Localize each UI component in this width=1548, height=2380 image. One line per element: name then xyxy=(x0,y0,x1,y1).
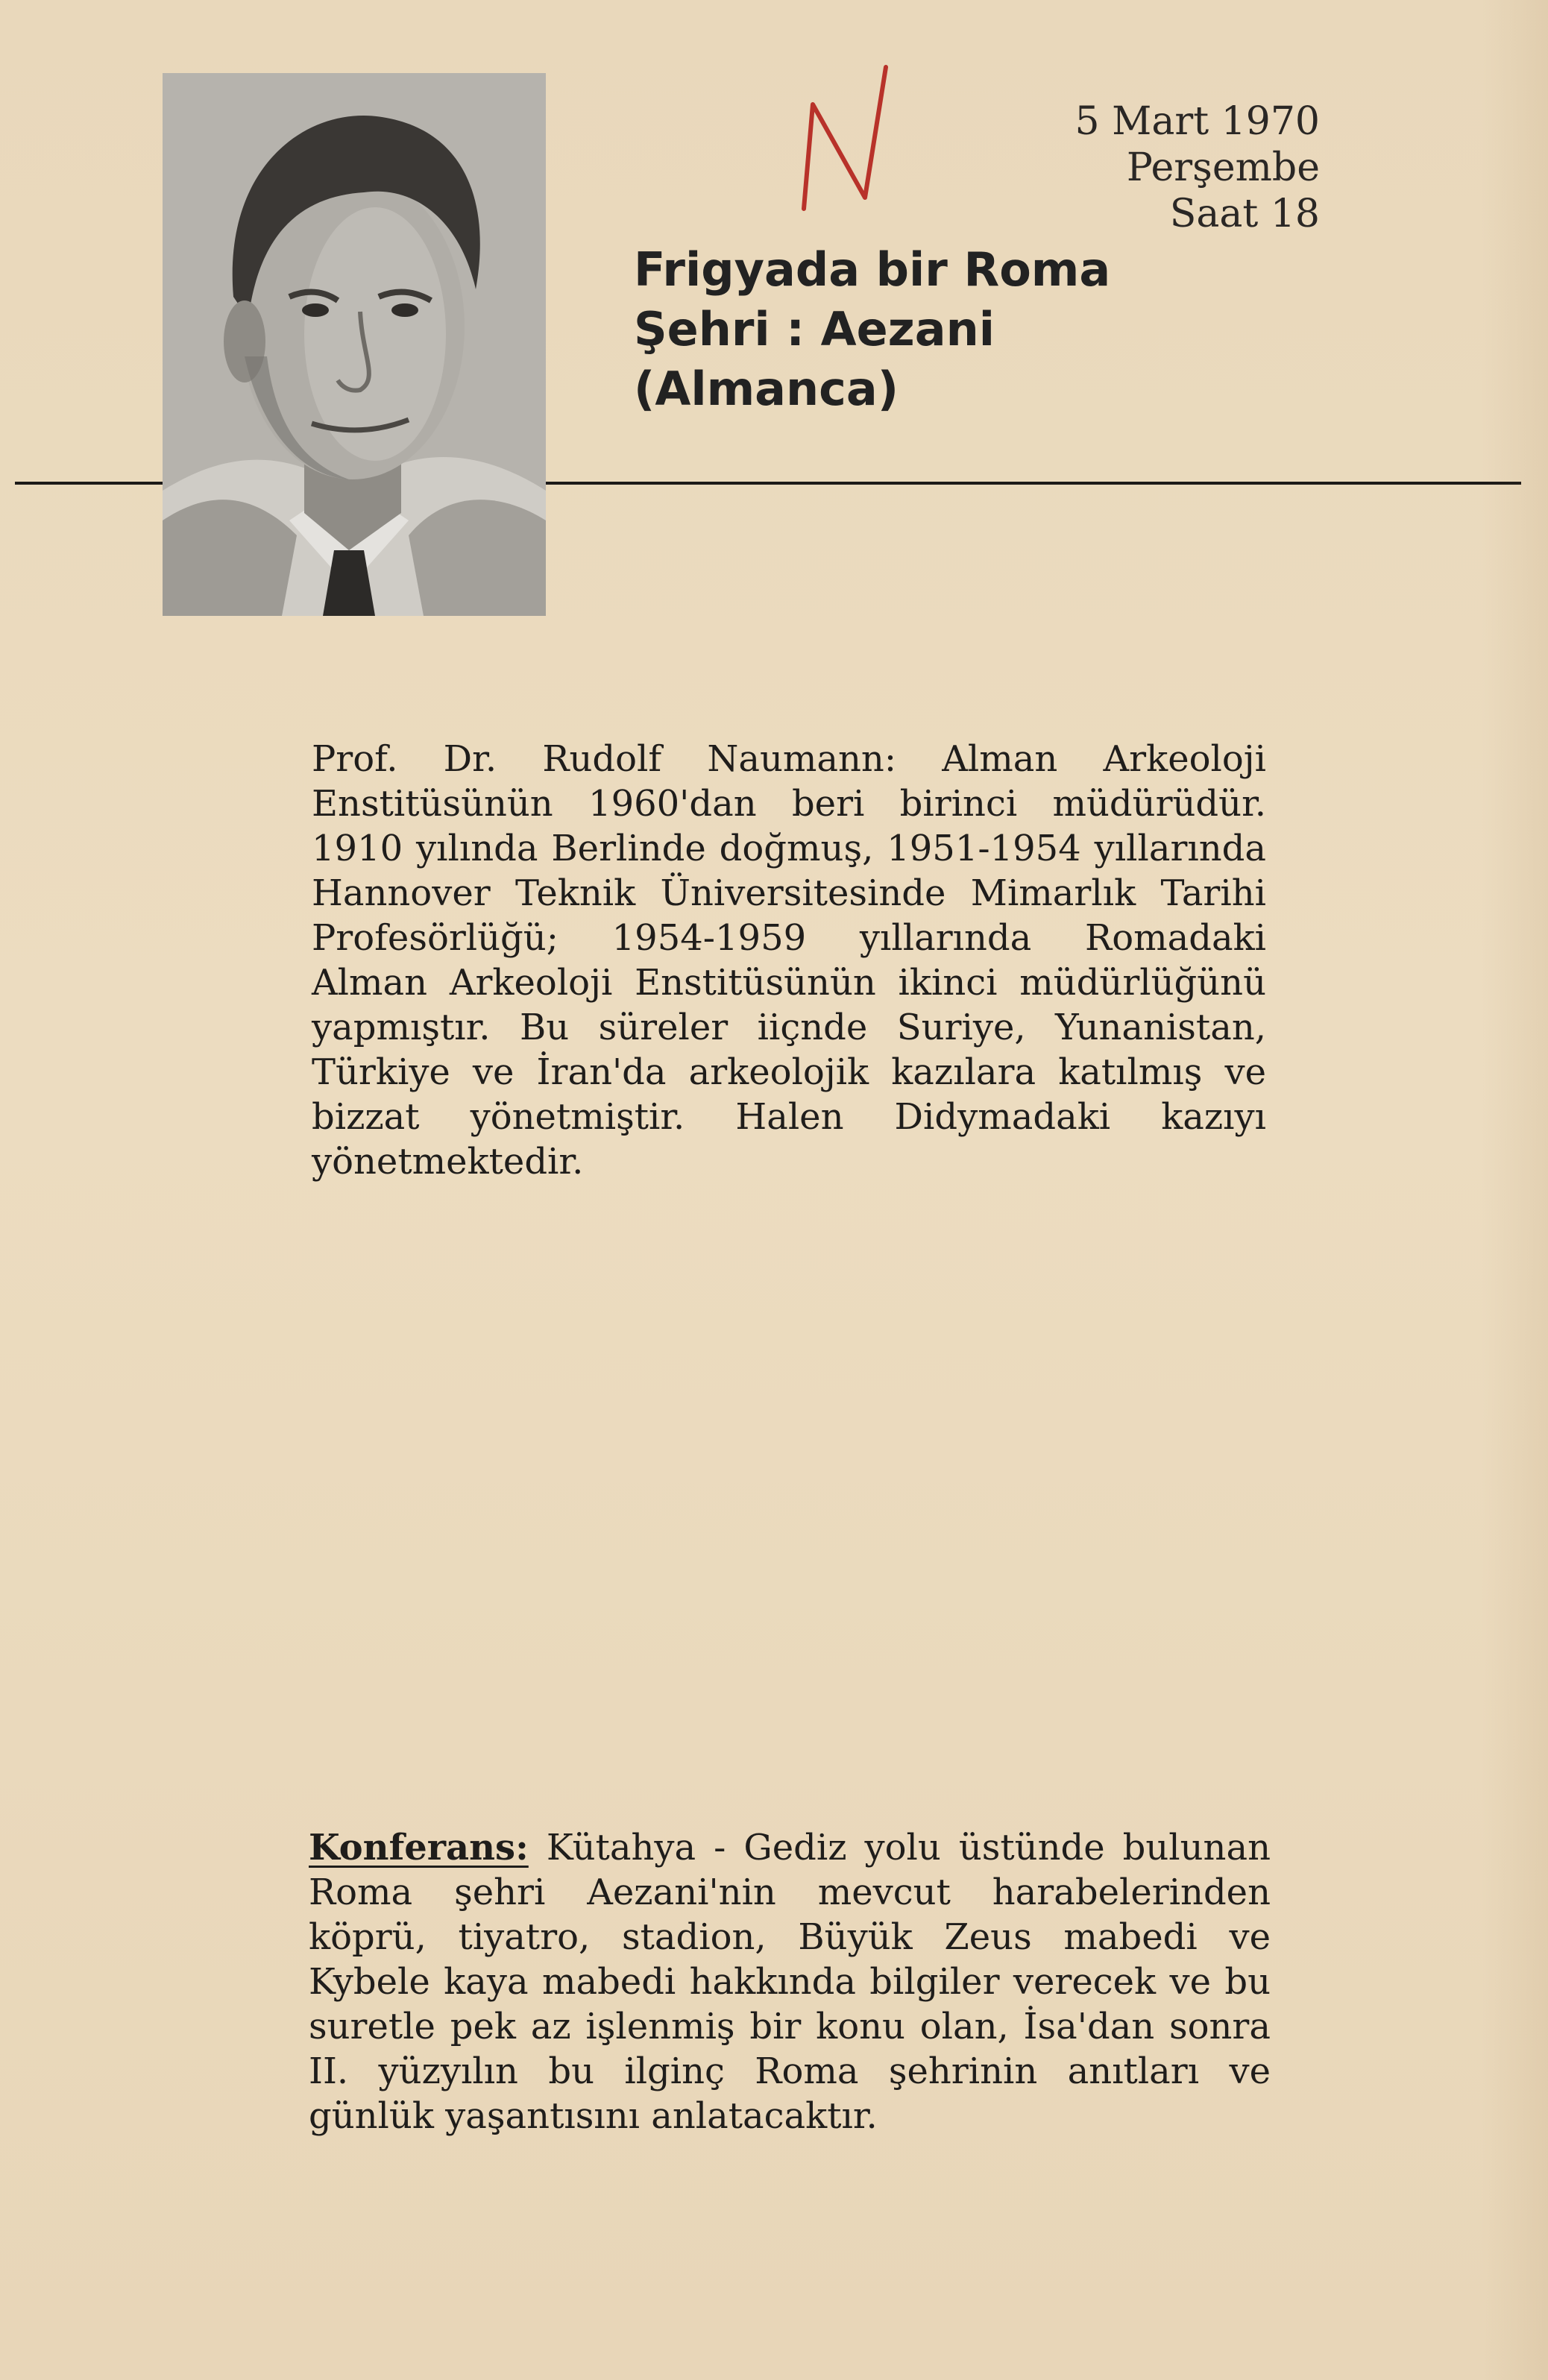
handwritten-annotation xyxy=(790,60,902,224)
event-time: Saat 18 xyxy=(1169,192,1320,236)
title-line-2: Şehri : Aezani xyxy=(634,302,995,356)
lecture-title xyxy=(634,240,1110,419)
event-weekday: Perşembe xyxy=(1126,145,1320,190)
conference-label: Konferans: xyxy=(309,1827,529,1869)
conference-text: Kütahya - Gediz yolu üstünde bulunan Roma şehri Aezani'nin mevcut harabelerinden köprü, tiyatro, stadion, Büyük Zeus mabedi ve Kybele kaya mabedi hakkında bilgiler verecek ve bu suretle pek az işlenmiş bir konu olan, İsa'dan sonra II. yüzyılın bu ilginç Roma şehrinin anıtları ve günlük yaşantısını anlatacaktır. xyxy=(309,1827,1271,2137)
conference-description xyxy=(309,1825,1271,2138)
title-line-3: (Almanca) xyxy=(634,362,899,416)
speaker-biography: Prof. Dr. Rudolf Naumann: Alman Arkeoloji Enstitüsünün 1960'dan beri birinci müdürüdür. 1910 yılında Berlinde doğmuş, 1951-1954 yıllarında Hannover Teknik Üniversitesinde Mimarlık Tarihi Profesörlüğü; 1954-1959 yıllarında Romadaki Alman Arkeoloji Enstitüsünün ikinci müdürlüğünü yapmıştır. Bu süreler iiçnde Suriye, Yunanistan, Türkiye ve İran'da arkeolojik kazılara katılmış ve bizzat yönetmiştir. Halen Didymadaki kazıyı yönetmektedir. xyxy=(312,738,1266,1183)
event-date: 5 Mart 1970 xyxy=(1075,99,1320,144)
event-date-block xyxy=(969,98,1320,237)
portrait-image xyxy=(163,73,546,616)
portrait-photo xyxy=(163,73,546,616)
title-line-1: Frigyada bir Roma xyxy=(634,242,1111,297)
